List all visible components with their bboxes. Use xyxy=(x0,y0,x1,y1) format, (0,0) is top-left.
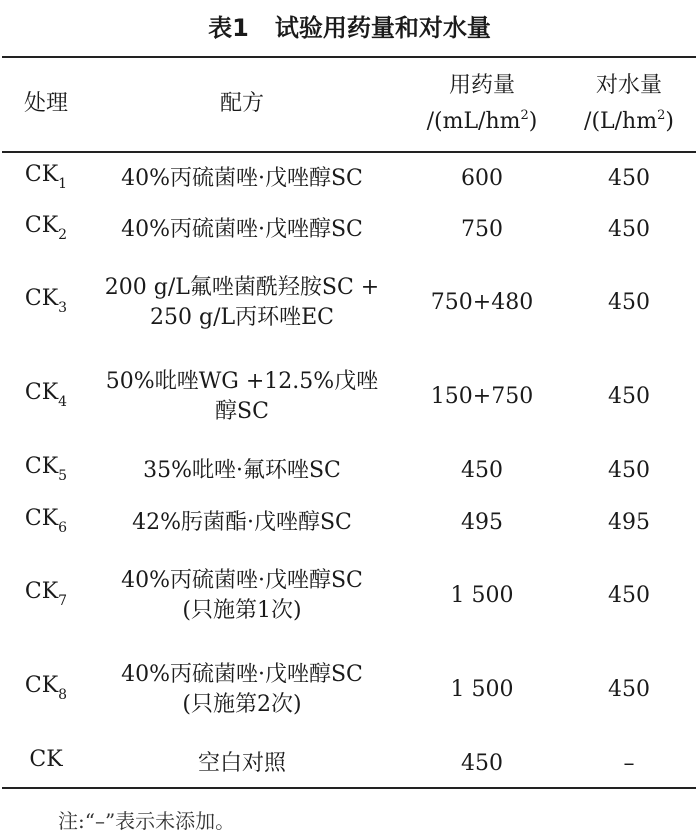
table-row-ck4-treatment: $CK_4$ xyxy=(24,379,68,410)
table-row-ck8-treatment: $CK_8$ xyxy=(24,672,68,703)
table-row-ck3-formula: 200 g/L氟唑菌酰羟胺SC + 250 g/L丙环唑EC xyxy=(104,275,380,330)
table-row-ck3-dosage: 750+480 xyxy=(430,290,534,315)
table-row-ck3-treatment: $CK_3$ xyxy=(24,285,68,316)
header-water-label: 对水量 xyxy=(595,73,662,98)
table-row-ck1-treatment: $CK_1$ xyxy=(24,161,68,192)
table-row-ck6-dosage: 495 xyxy=(461,510,503,535)
table-row-ck1-formula: 40%丙硫菌唑·戊唑醇SC xyxy=(121,166,363,191)
header-formula xyxy=(92,62,392,146)
header-treatment xyxy=(4,62,88,146)
table-note: 注:“–”表示未添加。 xyxy=(58,809,236,833)
table-row-ck6-formula: 42%肟菌酯·戊唑醇SC xyxy=(132,510,352,535)
table-row-ck6-treatment: $CK_6$ xyxy=(24,505,68,536)
header-water-unit: $/(L/hm^2)$ xyxy=(584,108,674,134)
table-row-ck2-water: 450 xyxy=(608,217,650,242)
table-row-ck5-formula: 35%吡唑·氟环唑SC xyxy=(143,458,341,483)
table-row-ck4-water: 450 xyxy=(608,384,650,409)
table-row-ck8-formula: 40%丙硫菌唑·戊唑醇SC (只施第2次) xyxy=(121,662,363,717)
table-row-ck4-dosage: 150+750 xyxy=(430,384,534,409)
table-row-ck3-water: 450 xyxy=(608,290,650,315)
table-row-ck5-dosage: 450 xyxy=(461,458,503,483)
table-row-ck2-dosage: 750 xyxy=(461,217,503,242)
table-title xyxy=(0,8,699,43)
table-row-ck5-water: 450 xyxy=(608,458,650,483)
table-row-ck5-treatment: $CK_5$ xyxy=(24,453,68,484)
table-row-ck8-dosage: 1 500 xyxy=(450,677,514,702)
table-row-ck7-treatment: $CK_7$ xyxy=(24,578,68,609)
table-row-ck1-dosage: 600 xyxy=(461,166,503,191)
header-dosage-unit: $/(mL/hm^2)$ xyxy=(426,108,538,134)
header-rule xyxy=(2,151,696,153)
header-dosage xyxy=(408,62,556,146)
table-row-ck1-water: 450 xyxy=(608,166,650,191)
table-row-ck7-dosage: 1 500 xyxy=(450,583,514,608)
table-row-ck8-water: 450 xyxy=(608,677,650,702)
header-formula-label: 配方 xyxy=(219,91,264,116)
table-row-ck7-water: 450 xyxy=(608,583,650,608)
table-number: 表1 xyxy=(208,14,249,42)
table-row-ck-formula: 空白对照 xyxy=(197,751,286,776)
table-row-ck-treatment: CK xyxy=(29,746,63,772)
table-row-ck-dosage: 450 xyxy=(461,751,503,776)
header-water xyxy=(560,62,698,146)
table-row-ck2-treatment: $CK_2$ xyxy=(24,212,68,243)
table-row-ck7-formula: 40%丙硫菌唑·戊唑醇SC (只施第1次) xyxy=(121,568,363,623)
table-row-ck-water: – xyxy=(623,751,635,776)
top-rule xyxy=(2,56,696,58)
table-row-ck2-formula: 40%丙硫菌唑·戊唑醇SC xyxy=(121,217,363,242)
table-row-ck6-water: 495 xyxy=(608,510,650,535)
header-dosage-label: 用药量 xyxy=(448,73,515,98)
header-treatment-label: 处理 xyxy=(23,91,68,116)
table-row-ck4-formula: 50%吡唑WG +12.5%戊唑 醇SC xyxy=(105,369,379,424)
table-title-text: 试验用药量和对水量 xyxy=(274,14,491,42)
